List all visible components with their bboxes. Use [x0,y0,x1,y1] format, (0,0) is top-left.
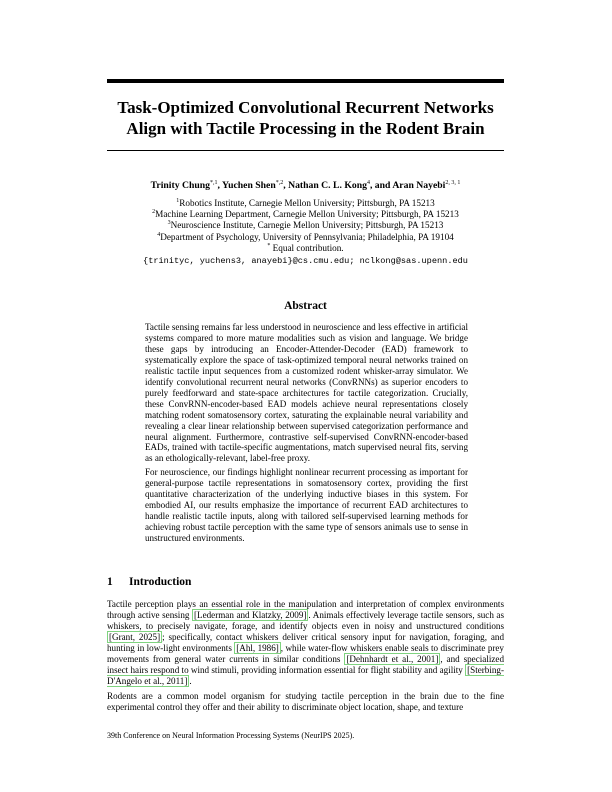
abstract-paragraph-1: Tactile sensing remains far less understood in neuroscience and less effective in artificial systems compared to more mature modalities such as vision and language. We bridge these gaps by introducing an Encoder-Attender-Decoder (EAD) framework to systematically explore the space of task-optimized temporal neural networks trained on realistic tactile input sequences from a customized rodent whisker-array simulator. We identify convolutional recurrent neural networks (ConvRNNs) as superior encoders to purely feedforward and state-space architectures for tactile categorization. Crucially, these ConvRNN-encoder-based EAD models achieve neural representations closely matching rodent somatosensory cortex, saturating the explainable neural variability and revealing a clear linear relationship between supervised categorization performance and neural alignment. Furthermore, contrastive self-supervised ConvRNN-encoder-based EADs, trained with tactile-specific augmentations, match supervised neural fits, serving as an ethologically-relevant, label-free proxy. [145,322,468,464]
affiliation-text: Neuroscience Institute, Carnegie Mellon University; Pittsburgh, PA 15213 [170,220,444,231]
section-title: Introduction [129,576,192,588]
affiliation-line [107,209,504,220]
author-affiliation-marker: *,1 [209,180,218,186]
intro-paragraph-1 [107,599,504,687]
affiliation-line [107,243,504,254]
affiliation-marker: 2 [152,209,156,216]
body-text: , and specialized insect hairs respond to wind stimuli, providing information essential for flight stability and agility [107,653,504,675]
citation-link[interactable]: [Lederman and Klatzky, 2009] [194,609,307,620]
section-heading-introduction [107,575,504,589]
affiliation-marker: 3 [167,220,171,227]
author-name: Yuchen Shen [221,180,276,191]
title-top-rule [107,79,504,83]
affiliation-text: Department of Psychology, University of Pennsylvania; Philadelphia, PA 19104 [160,231,454,242]
citation-link[interactable]: [Grant, 2025] [109,631,161,642]
author-name: Nathan C. L. Kong [288,180,367,191]
affiliation-text: Equal contribution. [270,242,344,253]
author-affiliation-marker: 4 [366,180,370,186]
affiliation-marker: 4 [157,231,161,238]
author-separator: , [283,180,289,191]
author-separator: , and [369,180,393,191]
citation-link[interactable]: [Dehnhardt et al., 2001] [346,653,439,664]
author-affiliation-marker: *,2 [275,180,284,186]
abstract-paragraph-2: For neuroscience, our findings highlight nonlinear recurrent processing as important for general-purpose tactile representations in somatosensory cortex, providing the first quantitative characterization of the underlying inductive biases in this system. For embodied AI, our results emphasize the importance of recurrent EAD architectures to handle realistic tactile inputs, along with tailored self-supervised learning methods for achieving robust tactile perception with the same type of sensors animals use to sense in unstructured environments. [145,467,468,544]
author-name: Trinity Chung [150,180,210,191]
body-text: Tactile perception plays an essential role in the manipulation and interpretation of complex environments through active sensing [107,599,504,620]
affiliation-text: Robotics Institute, Carnegie Mellon University; Pittsburgh, PA 15213 [179,198,435,208]
affiliation-list [107,198,504,254]
affiliation-line [107,220,504,231]
author-list [107,180,504,192]
title-bottom-rule [107,150,504,151]
introduction-body [107,599,504,717]
body-text: . [189,675,192,686]
author-separator: , [217,180,222,191]
author-affiliation-marker: 2, 3, 1 [445,180,461,186]
citation-link[interactable]: [Sterbing-D'Angelo et al., 2011] [107,664,504,686]
affiliation-text: Machine Learning Department, Carnegie Mellon University; Pittsburgh, PA 15213 [155,209,459,220]
author-name: Aran Nayebi [392,180,446,191]
body-text: ; specifically, contact whiskers deliver critical sensory input for navigation, foraging, and hunting in low-light environments [107,631,504,653]
author-emails: {trinityc, yuchens3, anayebi}@cs.cmu.edu; nclkong@sas.upenn.edu [143,256,468,266]
affiliation-line [107,232,504,243]
paper-title [107,97,504,139]
body-text: . Animals effectively leverage tactile sensors, such as whiskers, to precisely navigate, forage, and identify objects even in noisy and unstructured conditions [107,609,505,631]
intro-paragraph-2: Rodents are a common model organism for studying tactile perception in the brain due to the fine experimental control they offer and their ability to discriminate object location, shape, and texture [107,690,504,712]
title-line-2: Align with Tactile Processing in the Rodent Brain [126,119,485,138]
abstract-body [145,322,468,547]
title-line-1: Task-Optimized Convolutional Recurrent Networks [117,98,494,117]
abstract-heading: Abstract [284,300,327,312]
conference-footnote: 39th Conference on Neural Information Processing Systems (NeurIPS 2025). [107,731,355,740]
affiliation-line [107,198,504,209]
section-number: 1 [107,576,113,588]
citation-link[interactable]: [Ahl, 1986] [236,642,279,653]
body-text: , while water-flow whiskers enable seals to discriminate prey movements from general water currents in similar conditions [107,642,504,664]
affiliation-marker: * [267,242,271,249]
affiliation-marker: 1 [176,198,180,204]
